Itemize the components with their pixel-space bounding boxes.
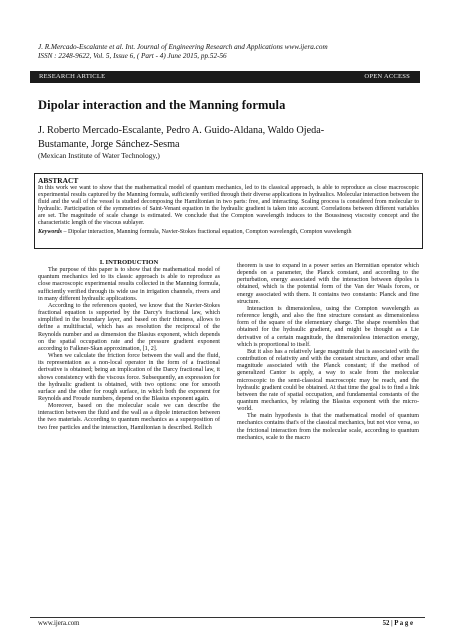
author-list xyxy=(38,124,410,151)
paragraph: Interaction is dimensionless, using the Compton wavelength as reference length, and also the fine structure constant as dimensionless form of the square of the elementary charge. The shape resembles that obtained for the hydraulic gradient, and might be thought as a Lie derivative of a certain magnitude, the dimensionless interaction energy, which is proportional to itself. xyxy=(237,305,419,348)
article-type-banner xyxy=(30,71,420,83)
keywords xyxy=(38,229,419,236)
issn-line: ISSN : 2248-9622, Vol. 5, Issue 6, ( Part - 4) June 2015, pp.52-56 xyxy=(38,52,227,60)
page-number: 52 | P a g e xyxy=(382,620,413,627)
paragraph: The main hypothesis is that the mathematical model of quantum mechanics contains that's of the classical mechanics, but not vice versa, so the frictional interaction from the molecular scale, according to quantum mechanics, scale to the macro xyxy=(237,413,419,441)
authors-line-2: Bustamante, Jorge Sánchez-Sesma xyxy=(38,138,180,150)
paragraph: But it also has a relatively large magnitude that is associated with the contribution of relativity and with the constant structure, and other small magnitude associated with the Planck constant; if the method of generalized Cantor is apply, a way to scale from the molecular microscopic to the semi-classical macroscopic may be reach, and the hydraulic gradient could be obtained. At that time the goal is to find a link between the rate of spatial occupation, and fundamental constants of the quantum mechanics, by relating the Blasius exponent with the micro-world. xyxy=(237,348,419,413)
paragraph: The purpose of this paper is to show that the mathematical model of quantum mechanics led to its classic approach is able to reproduce as close macroscopic experimental results collected in the Manning formula, sufficiently verified through its wide use in irrigation channels, rivers and in many different hydraulic applications. xyxy=(38,267,220,302)
authors-line-1: J. Roberto Mercado-Escalante, Pedro A. Guido-Aldana, Waldo Ojeda- xyxy=(38,125,325,136)
running-header xyxy=(38,43,418,61)
abstract-text: In this work we want to show that the mathematical model of quantum mechanics, led to its classical approach, is able to reproduce as close macroscopic experimental results captured by the Manning formula, sufficiently verified through their diverse applications in hydraulics. Molecular interaction between the fluid and the wall of the vessel is studied decomposing the Hamiltonian in two parts: free, and interacting. Scaling process is considered from molecular to hydraulic. Participation of the symmetries of Saint-Venant equation in the hydraulic gradient is taken into account. Correlations between different variables are set. The magnitude of scale change is estimated. We conclude that the Compton wavelength induces to the Boussinesq viscosity concept and the characteristic length of the viscous sublayer. xyxy=(38,185,419,227)
footer-website: www.ijera.com xyxy=(38,620,80,627)
paragraph: theorem is use to expand in a power series an Hermitian operator which depends on a parameter, the Planck constant, and according to the perturbation, energy associated with the interaction between dipoles is obtained, which is the potential form of the Van der Waals forces, or energy associated with them. It contains two constants: Planck and fine structure. xyxy=(237,263,419,305)
abstract-heading: ABSTRACT xyxy=(38,176,79,185)
open-access-label: OPEN ACCESS xyxy=(364,73,410,80)
paragraph: When we calculate the friction force between the wall and the fluid, its representation as a non-local operator in the form of a fractional derivative is obtained; being an implication of the Darcy fractional law, it shows consistency with the viscous force. Subsequently, an expression for the hydraulic gradient is obtained, with two options: one for smooth surface and the other for rough surface, in which both the exponent for Reynolds and Froude numbers, depend on the Blasius exponent again. xyxy=(38,353,220,402)
affiliation: (Mexican Institute of Water Technology,) xyxy=(38,151,160,160)
section-heading-introduction: I. INTRODUCTION xyxy=(99,259,159,266)
footer-divider xyxy=(30,617,425,618)
paper-title: Dipolar interaction and the Manning formula xyxy=(38,98,286,112)
left-column xyxy=(38,259,220,432)
paragraph: According to the references quoted, we know that the Navier-Stokes fractional equation is supported by the Darcy's fractional law, which simplified in the boundary layer, and based on their thinness, allows to define a multifractal, which has as resolution the reciprocal of the Reynolds number and as dimension the Blasius exponent, which depends on the spatial occupation rate and the pressure gradient exponent according to Falkner-Skan approximation, [1, 2]. xyxy=(38,302,220,352)
right-column xyxy=(237,263,419,442)
keywords-text: – Dipolar interaction, Manning formula, Navier-Stokes fractional equation, Compton wavelength, Compton wavelength xyxy=(62,229,352,235)
citation-line: J. R.Mercado-Escalante et al. Int. Journal of Engineering Research and Applications www.ijera.com xyxy=(38,43,328,51)
keywords-label: Keywords xyxy=(38,229,62,235)
abstract-box xyxy=(34,173,423,249)
paragraph: Moreover, based on the molecular scale we can describe the interaction between the fluid and the wall as a dipole interaction between the two materials. According to quantum mechanics as a superposition of two free particles and the interaction, Hamiltonian is described. Rellich xyxy=(38,403,220,431)
article-type-label: RESEARCH ARTICLE xyxy=(39,73,106,80)
